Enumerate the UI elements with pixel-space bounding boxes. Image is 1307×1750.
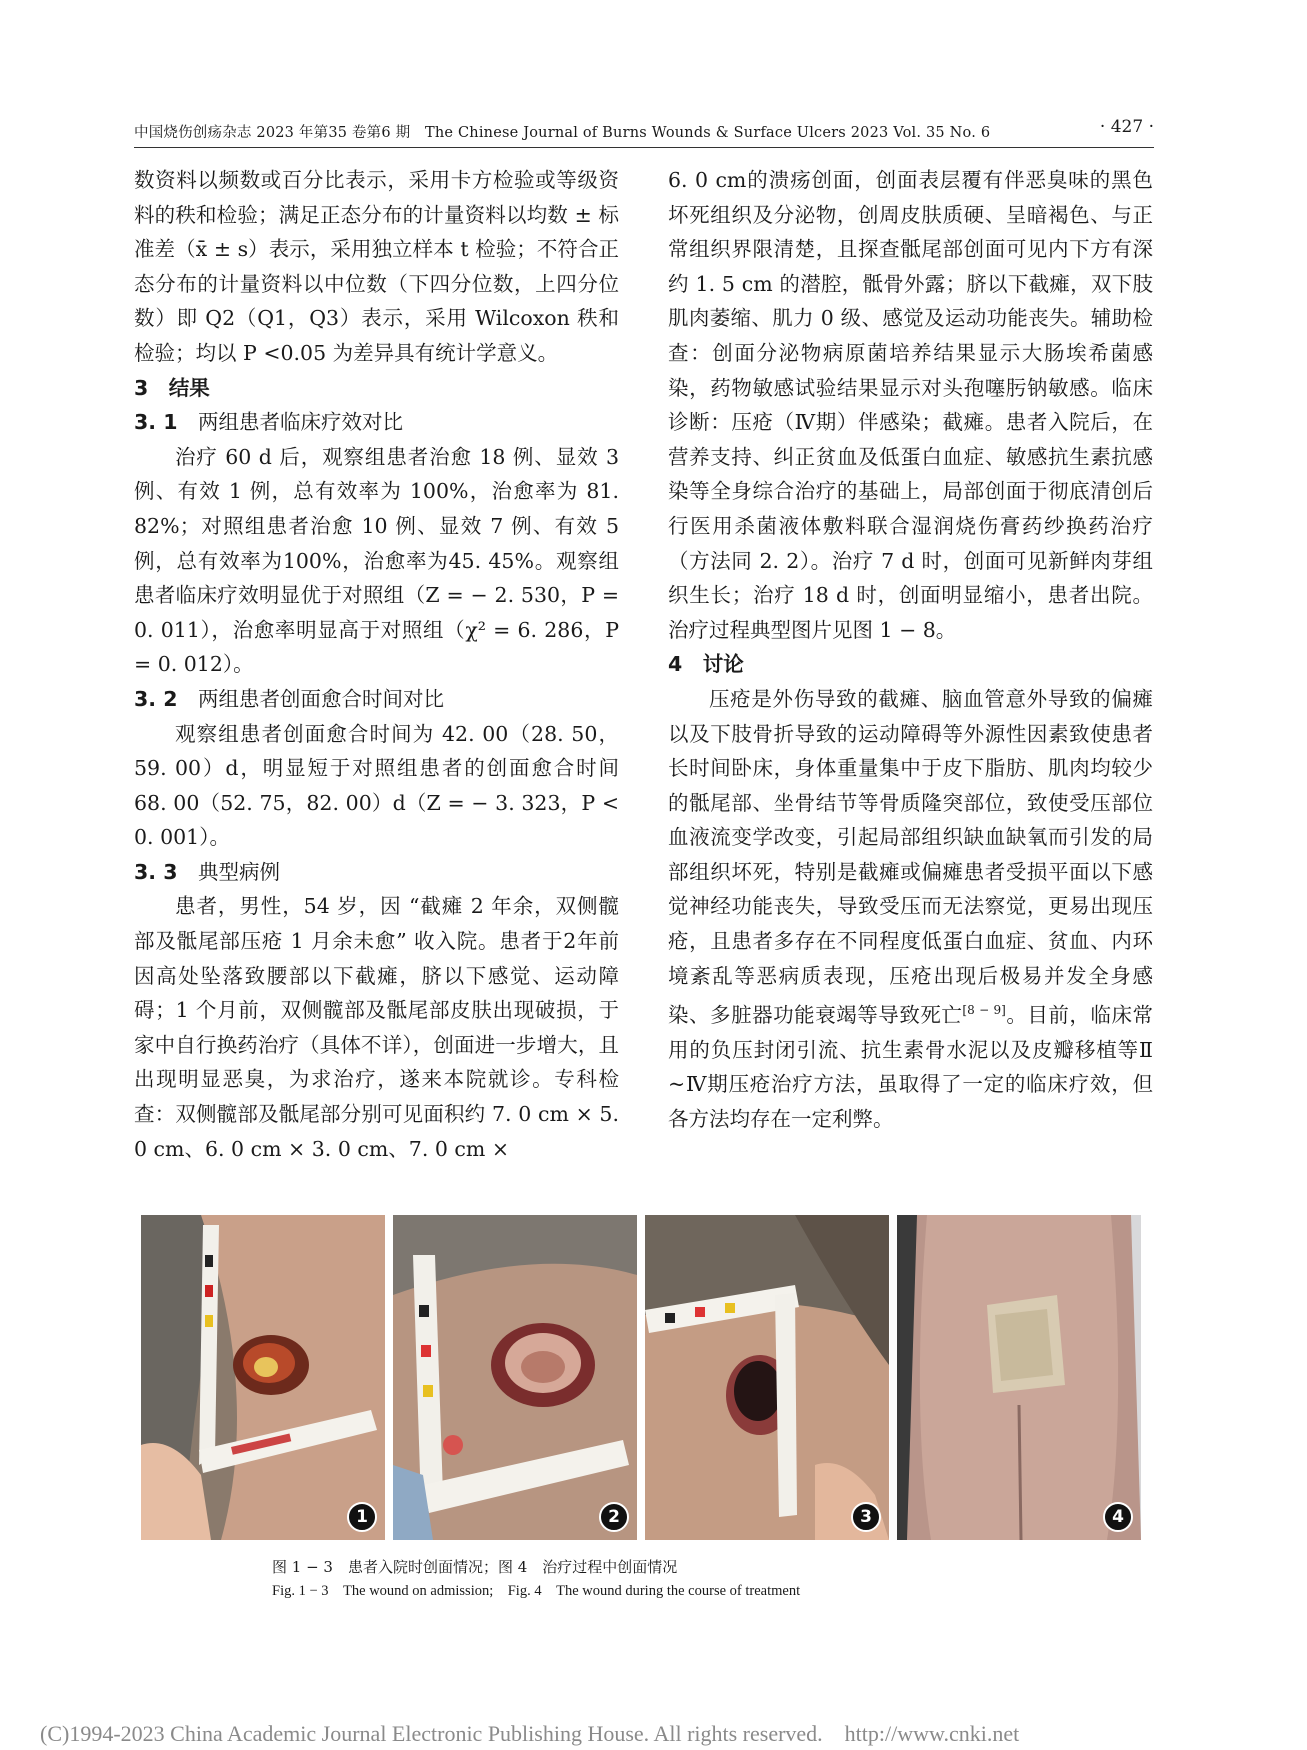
caption-chinese: 图 1 − 3 患者入院时创面情况；图 4 治疗过程中创面情况 bbox=[272, 1558, 678, 1576]
photo-illustration bbox=[645, 1215, 889, 1540]
paragraph-clinical-efficacy: 治疗 60 d 后，观察组患者治愈 18 例、显效 3 例、有效 1 例，总有效率为 100%，治愈率为 81. 82%；对照组患者治愈 10 例、显效 7 例、有效 5 例，总有效率为100%，治愈率为45. 45%。观察组患者临床疗效明显优于对照组（Z = − 2. 530，P = 0. 011），治愈率明显高于对照组（χ² = 6. 286，P = 0. 012）。 bbox=[134, 444, 619, 677]
wound-photo-2 bbox=[393, 1215, 637, 1540]
caption-english: Fig. 1 − 3 The wound on admission; Fig. 4 The wound during the course of treatment bbox=[272, 1583, 801, 1599]
wound-photo-4 bbox=[897, 1215, 1141, 1540]
left-column bbox=[134, 163, 619, 1166]
photo-illustration bbox=[393, 1215, 637, 1540]
section-heading-discussion: 4 讨论 bbox=[668, 652, 744, 677]
figure-badge-4: 4 bbox=[1103, 1502, 1133, 1532]
right-column bbox=[668, 163, 1153, 1136]
discussion-text-tail: 。目前，临床常用的负压封闭引流、抗生素骨水泥以及皮瓣移植等Ⅱ ~Ⅳ期压疮治疗方法，虽取得了一定的临床疗效，但各方法均存在一定利弊。 bbox=[668, 1003, 1154, 1131]
discussion-text: 压疮是外伤导致的截瘫、脑血管意外导致的偏瘫以及下肢骨折导致的运动障碍等外源性因素致使患者长时间卧床，身体重量集中于皮下脂肪、肌肉均较少的骶尾部、坐骨结节等骨质隆突部位，致使受压部位血液流变学改变，引起局部组织缺血缺氧而引发的局部组织坏死，特别是截瘫或偏瘫患者受损平面以下感觉神经功能丧失，导致受压而无法察觉，更易出现压疮，且患者多存在不同程度低蛋白血症、贫血、内环境紊乱等恶病质表现，压疮出现后极易并发全身感染、多脏器功能衰竭等导致死亡 bbox=[668, 686, 1153, 1028]
wound-photo-3 bbox=[645, 1215, 889, 1540]
subsection-heading-3-3 bbox=[134, 855, 619, 890]
figure-badge-3: 3 bbox=[851, 1502, 881, 1532]
paragraph-case-report: 患者，男性，54 岁，因 “截瘫 2 年余，双侧髋部及骶尾部压疮 1 月余未愈” 收入院。患者于2年前因高处坠落致腰部以下截瘫，脐以下感觉、运动障碍；1 个月前，双侧髋部及骶尾部皮肤出现破损，于家中自行换药治疗（具体不详），创面进一步增大，且出现明显恶臭，为求治疗，遂来本院就诊。专科检查：双侧髋部及骶尾部分别可见面积约 7. 0 cm × 5. 0 cm、6. 0 cm × 3. 0 cm、7. 0 cm × bbox=[134, 894, 619, 1161]
journal-citation: 中国烧伤创疡杂志 2023 年第35 卷第6 期 The Chinese Journal of Burns Wounds & Surface Ulcers 2023 Vol. 35 No. 6 bbox=[134, 125, 991, 141]
wound-photo-1 bbox=[141, 1215, 385, 1540]
subsection-title: 两组患者临床疗效对比 bbox=[197, 410, 403, 435]
subsection-number: 3. 2 bbox=[134, 686, 178, 711]
subsection-number: 3. 3 bbox=[134, 859, 178, 884]
figure-badge-1: 1 bbox=[347, 1502, 377, 1532]
subsection-number: 3. 1 bbox=[134, 410, 178, 435]
paragraph-statistics: 数资料以频数或百分比表示，采用卡方检验或等级资料的秩和检验；满足正态分布的计量资料以均数 ± 标准差（x̄ ± s）表示，采用独立样本 t 检验；不符合正态分布的计量资料以中位数（下四分位数，上四分位数）即 Q2（Q1，Q3）表示，采用 Wilcoxon 秩和检验；均以 P <0.05 为差异具有统计学意义。 bbox=[134, 168, 619, 365]
reference-marker: [8 − 9] bbox=[962, 1003, 1006, 1018]
paragraph-case-continued: 6. 0 cm的溃疡创面，创面表层覆有伴恶臭味的黑色坏死组织及分泌物，创周皮肤质硬、呈暗褐色、与正常组织界限清楚，且探查骶尾部创面可见内下方有深约 1. 5 cm 的潜腔，骶骨外露；脐以下截瘫，双下肢肌肉萎缩、肌力 0 级、感觉及运动功能丧失。辅助检查：创面分泌物病原菌培养结果显示大肠埃希菌感染，药物敏感试验结果显示对头孢噻肟钠敏感。临床诊断：压疮（Ⅳ期）伴感染；截瘫。患者入院后，在营养支持、纠正贫血及低蛋白血症、敏感抗生素抗感染等全身综合治疗的基础上，局部创面于彻底清创后行医用杀菌液体敷料联合湿润烧伤膏药纱换药治疗（方法同 2. 2）。治疗 7 d 时，创面可见新鲜肉芽组织生长；治疗 18 d 时，创面明显缩小，患者出院。治疗过程典型图片见图 1 − 8。 bbox=[668, 168, 1153, 642]
subsection-title: 两组患者创面愈合时间对比 bbox=[197, 686, 444, 711]
paragraph-healing-time: 观察组患者创面愈合时间为 42. 00（28. 50，59. 00）d，明显短于对照组患者的创面愈合时间 68. 00（52. 75，82. 00）d（Z = − 3. 323，P < 0. 001）。 bbox=[134, 721, 619, 850]
subsection-title: 典型病例 bbox=[197, 859, 280, 884]
paragraph-discussion bbox=[668, 682, 1153, 1137]
running-header bbox=[134, 117, 1154, 148]
photo-illustration bbox=[897, 1215, 1141, 1540]
subsection-heading-3-1 bbox=[134, 405, 619, 440]
photo-illustration bbox=[141, 1215, 385, 1540]
figure-badge-2: 2 bbox=[599, 1502, 629, 1532]
section-heading-results: 3 结果 bbox=[134, 375, 210, 400]
copyright-footer: (C)1994-2023 China Academic Journal Electronic Publishing House. All rights reserved. http://www.cnki.net bbox=[40, 1721, 1020, 1746]
page-number: · 427 · bbox=[1099, 117, 1154, 137]
figure-caption bbox=[272, 1555, 800, 1603]
subsection-heading-3-2 bbox=[134, 682, 619, 717]
